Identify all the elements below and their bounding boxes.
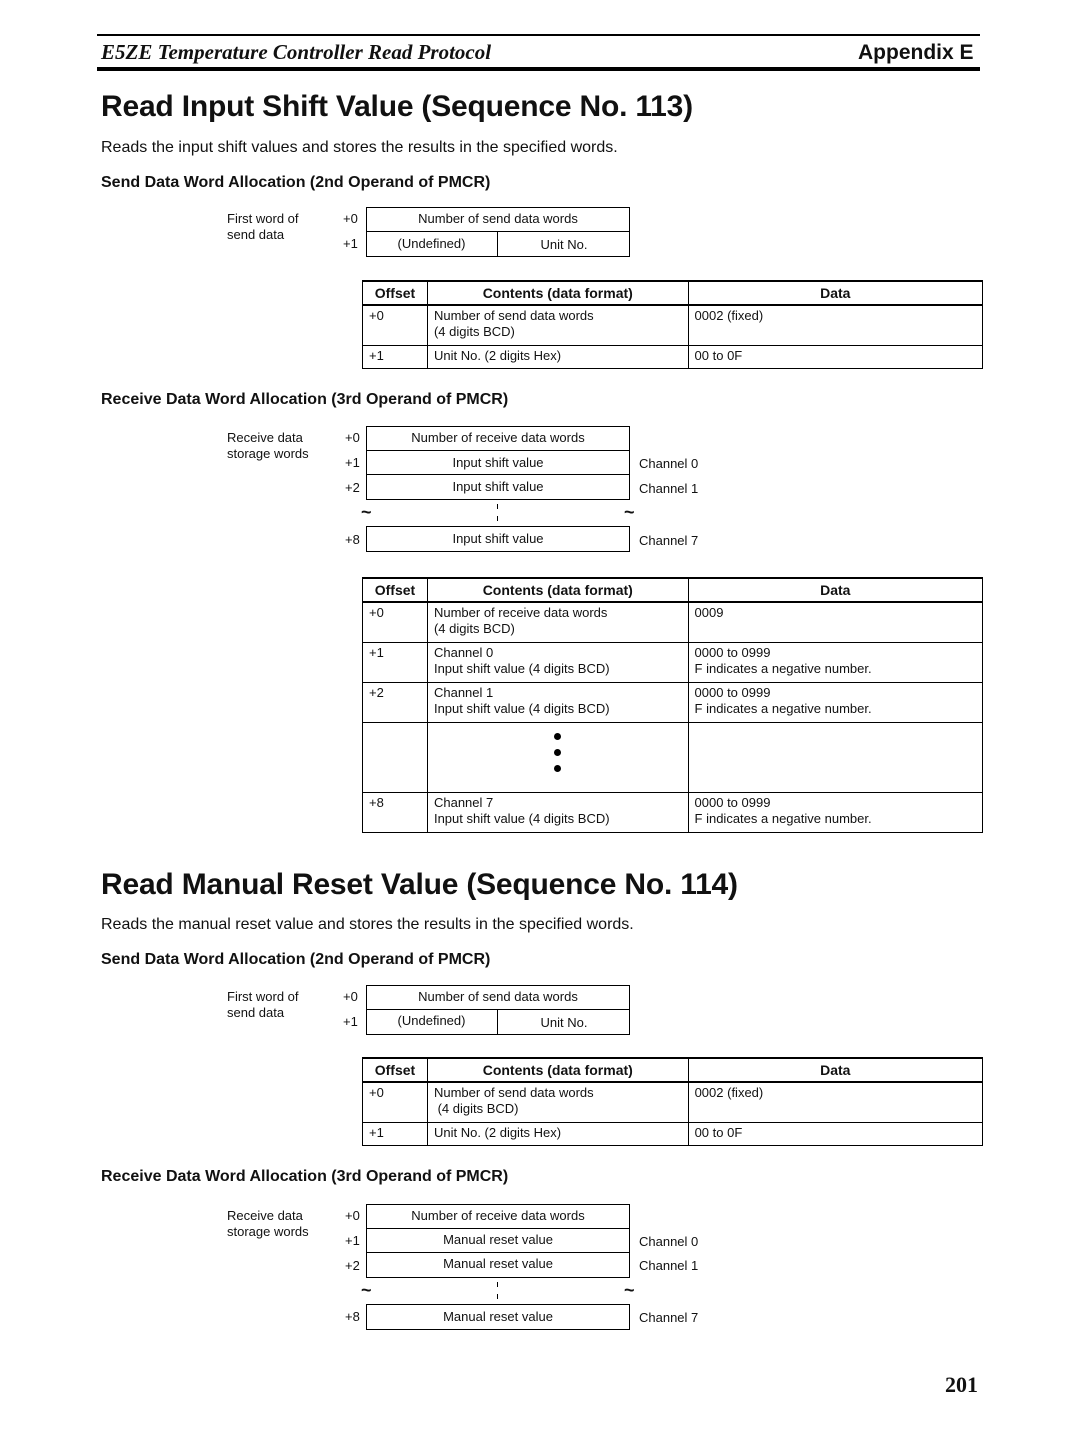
- table-row: [363, 1082, 983, 1122]
- data-cell: 00 to 0F: [688, 1122, 982, 1145]
- value-cell: Input shift value: [452, 455, 544, 470]
- data-cell: 00 to 0F: [688, 345, 982, 368]
- header-top-rule: [97, 34, 980, 36]
- divider: [366, 474, 630, 475]
- offset-cell: +8: [363, 792, 428, 832]
- section-intro: Reads the input shift values and stores the results in the specified words.: [101, 139, 618, 156]
- column-header: Data: [688, 1058, 982, 1082]
- data-cell: 0009: [688, 602, 982, 642]
- receive-count-cell: Number of receive data words: [411, 430, 585, 445]
- offset-cell: +0: [363, 602, 428, 642]
- contents-cell: Channel 7 Input shift value (4 digits BCD): [427, 792, 688, 832]
- offset-label: +0: [345, 1208, 360, 1223]
- value-cell: Manual reset value: [443, 1256, 553, 1271]
- data-cell: 0002 (fixed): [688, 1082, 982, 1122]
- contents-cell: Unit No. (2 digits Hex): [427, 1122, 688, 1145]
- data-cell: 0000 to 0999 F indicates a negative number.: [688, 642, 982, 682]
- send-data-table: [362, 280, 983, 369]
- send-count-cell: Number of send data words: [418, 989, 578, 1004]
- data-cell: 0000 to 0999 F indicates a negative number.: [688, 792, 982, 832]
- contents-cell: Number of send data words (4 digits BCD): [427, 305, 688, 345]
- value-cell: Manual reset value: [443, 1309, 553, 1324]
- table-row: [363, 1122, 983, 1145]
- send-allocation-heading: Send Data Word Allocation (2nd Operand of PMCR): [101, 951, 491, 968]
- send-first-word-label: First word of send data: [227, 989, 299, 1020]
- contents-cell: Channel 0 Input shift value (4 digits BCD): [427, 642, 688, 682]
- offset-label: +1: [343, 1014, 358, 1029]
- break-mark: ~: [361, 1280, 372, 1300]
- receive-allocation-heading: Receive Data Word Allocation (3rd Operand of PMCR): [101, 391, 509, 408]
- offset-label: +1: [345, 455, 360, 470]
- appendix-label: Appendix E: [858, 41, 974, 64]
- receive-count-cell: Number of receive data words: [411, 1208, 585, 1223]
- offset-label: +0: [345, 430, 360, 445]
- channel-label: Channel 7: [639, 1310, 699, 1325]
- table-row: [363, 792, 983, 832]
- receive-storage-label: Receive data storage words: [227, 1208, 309, 1239]
- column-header: Contents (data format): [427, 281, 688, 305]
- contents-cell: Channel 1 Input shift value (4 digits BCD): [427, 682, 688, 722]
- data-cell: 0000 to 0999 F indicates a negative number.: [688, 682, 982, 722]
- page-number: 201: [945, 1372, 978, 1397]
- offset-cell: +0: [363, 1082, 428, 1122]
- ellipsis-dot: [554, 749, 561, 756]
- channel-label: Channel 0: [639, 456, 699, 471]
- offset-cell: +2: [363, 682, 428, 722]
- offset-cell: +1: [363, 1122, 428, 1145]
- offset-cell: +1: [363, 642, 428, 682]
- running-header-title: E5ZE Temperature Controller Read Protocol: [101, 40, 492, 64]
- channel-label: Channel 1: [639, 481, 699, 496]
- contents-cell: Number of receive data words (4 digits BCD): [427, 602, 688, 642]
- data-cell: 0002 (fixed): [688, 305, 982, 345]
- offset-label: +2: [345, 480, 360, 495]
- undefined-cell: (Undefined): [397, 236, 466, 251]
- undefined-cell: (Undefined): [397, 1013, 466, 1028]
- break-dash: [497, 504, 498, 509]
- divider: [366, 450, 630, 451]
- value-cell: Input shift value: [452, 531, 544, 546]
- column-header: Offset: [363, 578, 428, 602]
- receive-data-table: [362, 577, 983, 833]
- value-cell: Manual reset value: [443, 1232, 553, 1247]
- offset-label: +0: [343, 989, 358, 1004]
- contents-cell: Unit No. (2 digits Hex): [427, 345, 688, 368]
- divider: [366, 1009, 630, 1010]
- section-intro: Reads the manual reset value and stores the results in the specified words.: [101, 916, 634, 933]
- break-dash: [497, 516, 498, 521]
- break-dash: [497, 1294, 498, 1299]
- contents-cell: Number of send data words (4 digits BCD): [427, 1082, 688, 1122]
- channel-label: Channel 0: [639, 1234, 699, 1249]
- divider: [366, 231, 630, 232]
- break-dash: [497, 1282, 498, 1287]
- offset-label: +0: [343, 211, 358, 226]
- vertical-ellipsis: [427, 722, 688, 792]
- offset-cell: +1: [363, 345, 428, 368]
- table-row: [363, 682, 983, 722]
- value-cell: Input shift value: [452, 479, 544, 494]
- offset-label: +1: [343, 236, 358, 251]
- break-mark: ~: [624, 502, 635, 522]
- divider: [366, 1228, 630, 1229]
- receive-storage-label: Receive data storage words: [227, 430, 309, 461]
- column-header: Data: [688, 578, 982, 602]
- table-row: [363, 602, 983, 642]
- break-mark: ~: [361, 502, 372, 522]
- table-row: [363, 305, 983, 345]
- ellipsis-dot: [554, 733, 561, 740]
- offset-label: +8: [345, 1309, 360, 1324]
- section-heading: Read Input Shift Value (Sequence No. 113): [101, 90, 693, 123]
- offset-label: +2: [345, 1258, 360, 1273]
- receive-allocation-heading: Receive Data Word Allocation (3rd Operand of PMCR): [101, 1168, 509, 1185]
- ellipsis-row: [363, 722, 983, 792]
- header-bottom-rule: [97, 67, 980, 71]
- column-header: Contents (data format): [427, 578, 688, 602]
- ellipsis-dot: [554, 765, 561, 772]
- column-header: Offset: [363, 281, 428, 305]
- offset-label: +8: [345, 532, 360, 547]
- send-first-word-label: First word of send data: [227, 211, 299, 242]
- column-header: Contents (data format): [427, 1058, 688, 1082]
- unit-no-cell: Unit No.: [540, 237, 588, 252]
- section-heading: Read Manual Reset Value (Sequence No. 114): [101, 868, 738, 901]
- table-row: [363, 345, 983, 368]
- break-mark: ~: [624, 1280, 635, 1300]
- table-row: [363, 642, 983, 682]
- send-data-table: [362, 1057, 983, 1146]
- channel-label: Channel 7: [639, 533, 699, 548]
- send-allocation-heading: Send Data Word Allocation (2nd Operand of PMCR): [101, 174, 491, 191]
- column-header: Data: [688, 281, 982, 305]
- column-header: Offset: [363, 1058, 428, 1082]
- send-count-cell: Number of send data words: [418, 211, 578, 226]
- unit-no-cell: Unit No.: [540, 1015, 588, 1030]
- offset-cell: +0: [363, 305, 428, 345]
- channel-label: Channel 1: [639, 1258, 699, 1273]
- offset-label: +1: [345, 1233, 360, 1248]
- divider: [366, 1252, 630, 1253]
